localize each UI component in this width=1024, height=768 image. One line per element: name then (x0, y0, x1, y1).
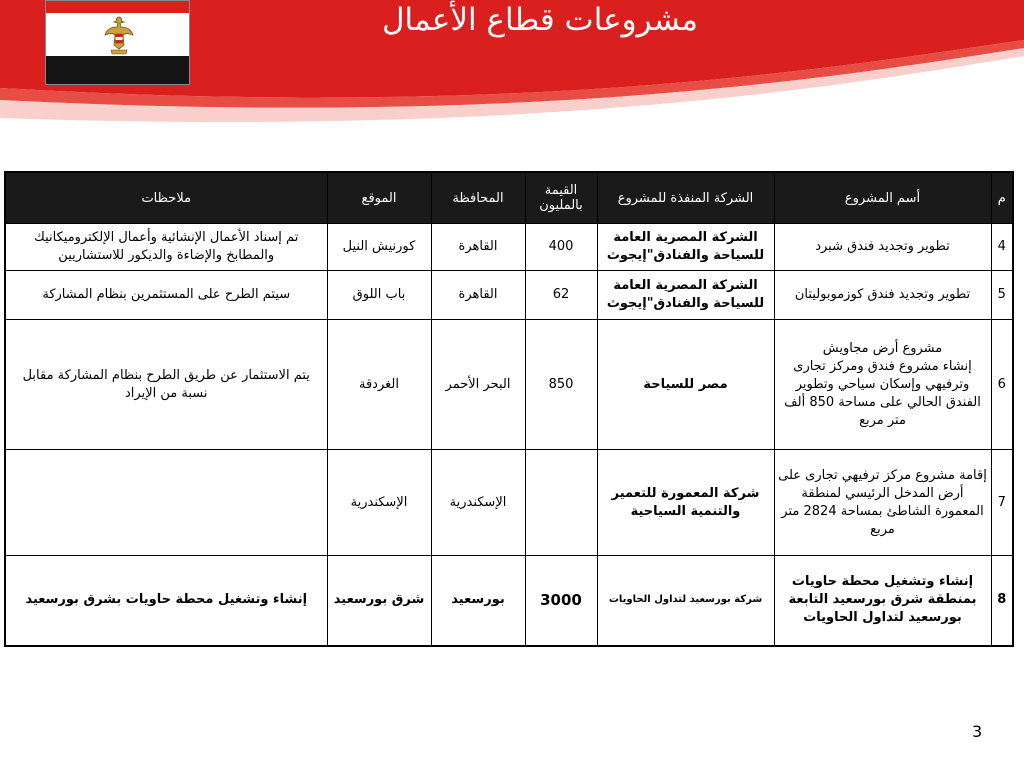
location: الغردقة (327, 320, 431, 450)
project-value: 400 (525, 224, 597, 271)
eagle-emblem-icon (104, 15, 134, 57)
location: شرق بورسعيد (327, 556, 431, 646)
row-index: 6 (991, 320, 1013, 450)
notes: إنشاء وتشغيل محطة حاويات بشرق بورسعيد (5, 556, 327, 646)
row-index: 4 (991, 224, 1013, 271)
project-name: إنشاء وتشغيل محطة حاويات بمنطقة شرق بورسعيد التابعة بورسعيد لتداول الحاويات (774, 556, 991, 646)
slide-header (0, 0, 1024, 140)
table-header-row (5, 172, 1013, 224)
projects-table (4, 171, 1014, 647)
column-header-governorate: المحافظة (431, 172, 525, 224)
governorate: القاهرة (431, 224, 525, 271)
project-name-cell (774, 320, 991, 450)
location: باب اللوق (327, 271, 431, 320)
column-header-notes: ملاحظات (5, 172, 327, 224)
table-row (5, 271, 1013, 320)
company-name: الشركة المصرية العامة للسياحة والفنادق"إيجوث (597, 271, 774, 320)
governorate: بورسعيد (431, 556, 525, 646)
row-index: 8 (991, 556, 1013, 646)
project-name: إنشاء مشروع فندق ومركز تجارى وترفيهي وإسكان سياحي وتطوير الفندق الحالي على مساحة 850 ألف متر مربع (784, 358, 981, 428)
page-number: 3 (972, 722, 983, 741)
project-name: تطوير وتجديد فندق كوزموبوليتان (774, 271, 991, 320)
table-row (5, 450, 1013, 556)
project-name-heading: مشروع أرض مجاويش (822, 340, 943, 356)
notes: تم إسناد الأعمال الإنشائية وأعمال الإلكتروميكانيك والمطابخ والإضاءة والديكور للاستشاريين (5, 224, 327, 271)
column-header-project-name: أسم المشروع (774, 172, 991, 224)
governorate: الإسكندرية (431, 450, 525, 556)
table-row (5, 556, 1013, 646)
company-name: شركة المعمورة للتعمير والتنمية السياحية (597, 450, 774, 556)
row-index: 7 (991, 450, 1013, 556)
table-row (5, 224, 1013, 271)
location: الإسكندرية (327, 450, 431, 556)
column-header-location: الموقع (327, 172, 431, 224)
project-name: إقامة مشروع مركز ترفيهي تجارى على أرض المدخل الرئيسي لمنطقة المعمورة الشاطئ بمساحة 2824 متر مربع (774, 450, 991, 556)
project-value: 850 (525, 320, 597, 450)
notes: سيتم الطرح على المستثمرين بنظام المشاركة (5, 271, 327, 320)
slide-title: مشروعات قطاع الأعمال (381, 2, 699, 38)
column-header-value: القيمة بالمليون (525, 172, 597, 224)
column-header-company: الشركة المنفذة للمشروع (597, 172, 774, 224)
location: كورنيش النيل (327, 224, 431, 271)
egypt-flag-icon (45, 0, 190, 85)
governorate: القاهرة (431, 271, 525, 320)
project-value: 62 (525, 271, 597, 320)
company-name: الشركة المصرية العامة للسياحة والفنادق"إيجوث (597, 224, 774, 271)
project-value: 3000 (525, 556, 597, 646)
column-header-index: م (991, 172, 1013, 224)
project-value (525, 450, 597, 556)
project-name: تطوير وتجديد فندق شبرد (774, 224, 991, 271)
notes: يتم الاستثمار عن طريق الطرح بنظام المشاركة مقابل نسبة من الإيراد (5, 320, 327, 450)
table-row (5, 320, 1013, 450)
row-index: 5 (991, 271, 1013, 320)
notes (5, 450, 327, 556)
governorate: البحر الأحمر (431, 320, 525, 450)
company-name: مصر للسياحة (597, 320, 774, 450)
company-name: شركة بورسعيد لتداول الحاويات (597, 556, 774, 646)
